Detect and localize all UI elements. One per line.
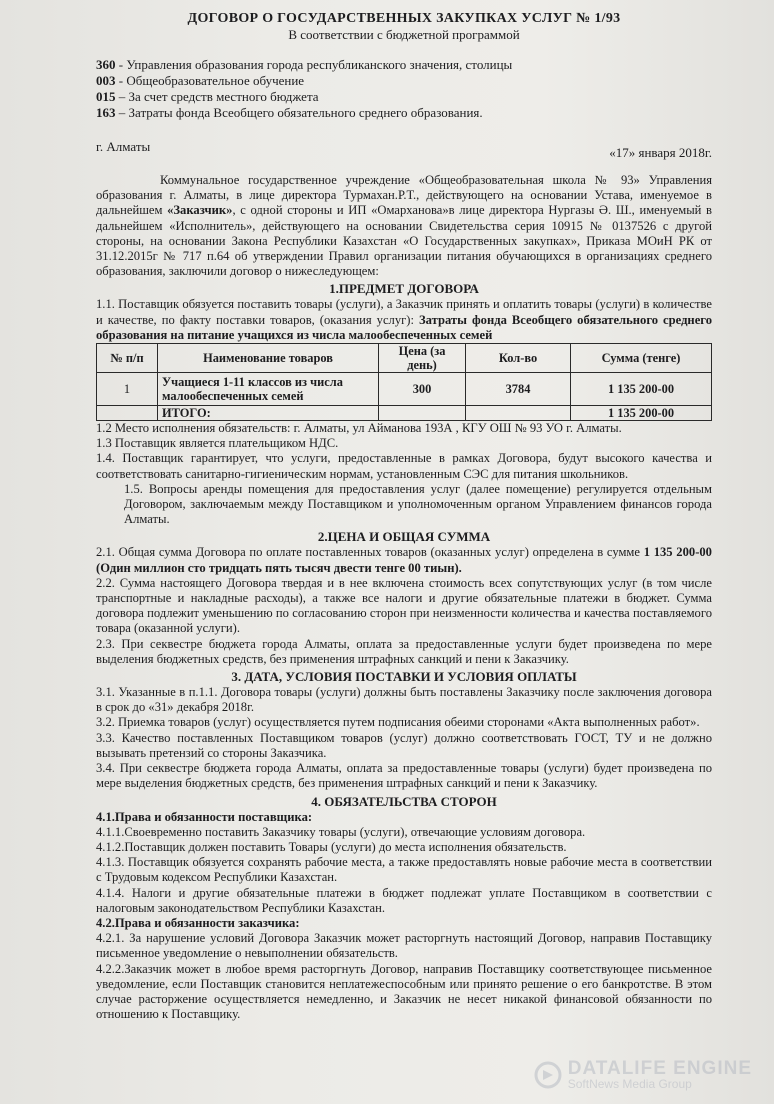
clause-1-1 <box>96 297 712 343</box>
row-item-name: Учащиеся 1-11 классов из числа малообеспеченных семей <box>158 373 379 406</box>
clause-4-1-1: 4.1.1.Своевременно поставить Заказчику товары (услуги), отвечающие условиям договора. <box>96 824 586 839</box>
clause-2-2: 2.2. Сумма настоящего Договора твердая и в нее включена стоимость всех сопутствующих услуг (в том числе транспортные и накладные расходы), а также все налоги и другие обязательные платежи в бюджет. Сумма договора подлежит уменьшению по согласованию сторон при неизменности количества и качества поставляемого товара (оказанной услуги). <box>96 575 712 636</box>
customer-rights-heading: 4.2.Права и обязанности заказчика: <box>96 915 300 930</box>
col-number-header: № п/п <box>97 344 158 373</box>
clause-3-2: 3.2. Приемка товаров (услуг) осуществляется путем подписания обеими сторонами «Акта выполненных работ». <box>96 715 700 730</box>
code-number: 360 <box>96 57 116 72</box>
watermark-subtitle: SoftNews Media Group <box>567 1077 692 1091</box>
code-text: - Управления образования города республиканского значения, столицы <box>115 57 513 72</box>
clause-1-2: 1.2 Место исполнения обязательств: г. Алматы, ул Айманова 193А , КГУ ОШ № 93 УО г. Алматы. <box>96 421 622 436</box>
clause-3-4: 3.4. При секвестре бюджета города Алматы, оплата за предоставленные товары (услуги) будет произведена по мере выделения бюджетных средств, без применения штрафных санкций и пени к Заказчику. <box>96 761 712 791</box>
budget-code-line <box>96 89 712 105</box>
total-empty-cell <box>97 406 158 421</box>
total-empty-cell <box>379 406 466 421</box>
budget-code-line <box>96 73 712 89</box>
contract-date: «17» января 2018г. <box>609 145 712 160</box>
clause-3-3: 3.3. Качество поставленных Поставщиком товаров (услуг) должно соответствовать ГОСТ, ТУ и не должно вызывать претензий со стороны Заказчика. <box>96 730 712 760</box>
code-text: – За счет средств местного бюджета <box>115 89 319 104</box>
clause-4-1-2: 4.1.2.Поставщик должен поставить Товары (услуги) до места исполнения обязательств. <box>96 839 567 854</box>
code-number: 163 <box>96 105 116 120</box>
clause-4-2-2: 4.2.2.Заказчик может в любое время расторгнуть Договор, направив Поставщику соответствующее письменное уведомление, если Поставщик становится неплатежеспособным или принято решение о его банкротстве. В этом случае расторжение осуществляется немедленно, и Заказчик не несет никакой финансовой обязанности по отношению к Поставщику. <box>96 961 712 1022</box>
clause-4-1-3: 4.1.3. Поставщик обязуется сохранять рабочие места, а также предоставлять новые рабочие места в соответствии с Трудовым кодексом Республики Казахстан. <box>96 855 712 885</box>
total-empty-cell <box>466 406 571 421</box>
customer-term: «Заказчик» <box>167 203 233 218</box>
intro-text-1: Коммунальное государственное учреждение «Общеобразовательная школа № 93» Управления образования г. Алматы, в лице директора Турмахан.Р.Т., действующего на основании Устава, именуемое в дальнейшем <box>96 173 712 218</box>
budget-code-line <box>96 57 712 73</box>
clause-2-1 <box>96 545 712 575</box>
section-1-heading: 1.ПРЕДМЕТ ДОГОВОРА <box>329 281 479 297</box>
clause-4-1-4: 4.1.4. Налоги и другие обязательные платежи в бюджет подлежат уплате Поставщиком в соответствии с налоговым законодательством Республики Казахстан. <box>96 885 712 915</box>
col-price-header: Цена (за день) <box>379 344 466 373</box>
row-price: 300 <box>379 373 466 406</box>
table-total-row <box>97 406 712 421</box>
datalife-watermark <box>534 1059 752 1090</box>
table-row <box>97 373 712 406</box>
clause-1-3: 1.3 Поставщик является плательщиком НДС. <box>96 436 339 451</box>
watermark-text <box>568 1059 752 1090</box>
budget-codes <box>96 57 712 121</box>
section-4-heading: 4. ОБЯЗАТЕЛЬСТВА СТОРОН <box>311 793 497 809</box>
code-number: 003 <box>96 73 116 88</box>
watermark-brand: DATALIFE ENGINE <box>567 1058 752 1079</box>
intro-text-2: , с одной стороны и ИП «Омарханова»в лице директора Нургазы Ә. Ш., именуемый в дальнейшем «Исполнитель», действующего на основании Свидетельства серия 10915 № 0137526 с другой стороны, на основании Закона Республики Казахстан «О Государственных закупках», Приказа МОиН РК от 31.12.2015г № 717 п.64 об утверждении Правил организации питания обучающихся в организациях среднего образования, заключили договор о нижеследующем: <box>96 203 712 279</box>
document-title: ДОГОВОР О ГОСУДАРСТВЕННЫХ ЗАКУПКАХ УСЛУГ № 1/93 <box>187 11 621 26</box>
clause-1-1-text: 1.1. Поставщик обязуется поставить товары (услуги), а Заказчик принять и оплатить товары (услуги) в количестве и качестве, по факту поставки товаров, (оказания услуг): <box>96 297 712 327</box>
document-subtitle: В соответствии с бюджетной программой <box>288 27 520 42</box>
goods-table <box>96 343 712 421</box>
total-amount-words: 1 135 200-00 (Один миллион сто тридцать пять тысяч двести тенге 00 тиын). <box>96 545 712 575</box>
section-2-heading: 2.ЦЕНА И ОБЩАЯ СУММА <box>317 529 491 545</box>
budget-code-line <box>96 105 712 121</box>
clause-1-1-subject: Затраты фонда Всеобщего обязательного среднего образования на питание учащихся из числа малообеспеченных семей <box>96 312 712 342</box>
datalife-logo-icon <box>534 1061 562 1089</box>
city: г. Алматы <box>96 139 151 154</box>
place-date-row <box>96 139 712 161</box>
clause-1-4: 1.4. Поставщик гарантирует, что услуги, предоставленные в рамках Договора, будут высокого качества и соответствовать санитарно-гигиеническим нормам, установленным СЭС для питания школьников. <box>96 451 712 481</box>
row-sum: 1 135 200-00 <box>571 373 712 406</box>
row-number: 1 <box>97 373 158 406</box>
supplier-rights-heading: 4.1.Права и обязанности поставщика: <box>96 809 313 824</box>
total-label: ИТОГО: <box>158 406 379 421</box>
clause-3-1: 3.1. Указанные в п.1.1. Договора товары (услуги) должны быть поставлены Заказчику после заключения договора в срок до «31» декабря 2018г. <box>96 685 712 715</box>
clause-2-1-text: 2.1. Общая сумма Договора по оплате поставленных товаров (оказанных услуг) определена в сумме <box>96 545 644 560</box>
code-text: - Общеобразовательное обучение <box>115 73 305 88</box>
intro-paragraph <box>96 173 712 279</box>
clause-1-5: 1.5. Вопросы аренды помещения для предоставления услуг (далее помещение) регулируется отдельным Договором, заключаемым между Поставщиком и уполномоченным органом Управлением финансов города Алматы. <box>124 481 712 527</box>
col-name-header: Наименование товаров <box>158 344 379 373</box>
table-header-row <box>97 344 712 373</box>
row-qty: 3784 <box>466 373 571 406</box>
col-sum-header: Сумма (тенге) <box>571 344 712 373</box>
total-sum: 1 135 200-00 <box>571 406 712 421</box>
code-text: – Затраты фонда Всеобщего обязательного среднего образования. <box>115 105 483 120</box>
clause-4-2-1: 4.2.1. За нарушение условий Договора Заказчик может расторгнуть настоящий Договор, направив Поставщику письменное уведомление о невыполнении обязательств. <box>96 931 712 961</box>
code-number: 015 <box>96 89 116 104</box>
clause-2-3: 2.3. При секвестре бюджета города Алматы, оплата за предоставленные услуги будет произведена по мере выделения бюджетных средств, без применения штрафных санкций и пени к Заказчику. <box>96 636 712 666</box>
col-qty-header: Кол-во <box>466 344 571 373</box>
section-3-heading: 3. ДАТА, УСЛОВИЯ ПОСТАВКИ И УСЛОВИЯ ОПЛАТЫ <box>231 669 577 685</box>
